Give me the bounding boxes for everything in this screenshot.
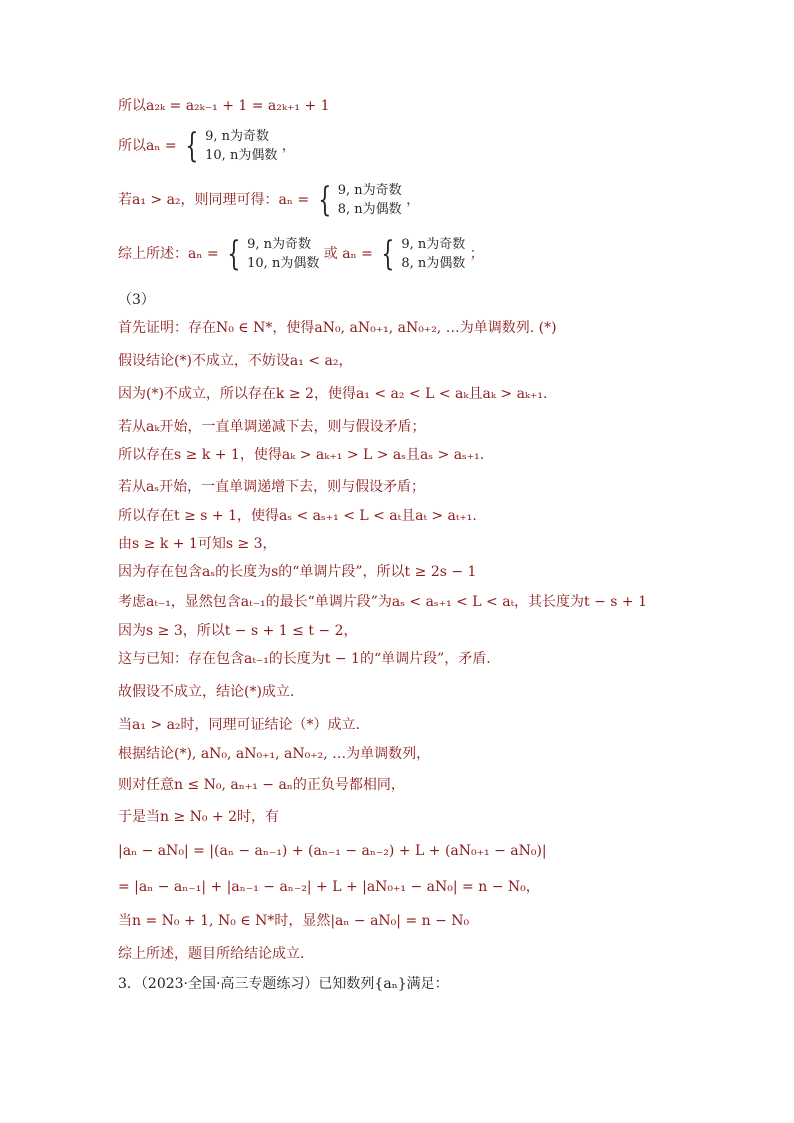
case-even: 8, n为偶数: [337, 202, 402, 217]
case-even: 8, n为偶数: [401, 256, 466, 271]
case-odd: 9, n为奇数: [205, 129, 270, 144]
line-21: 则对任意n ≤ N₀, aₙ₊₁ − aₙ的正负号都相同，: [118, 777, 405, 793]
line-13: 由s ≥ k + 1可知s ≥ 3，: [118, 536, 277, 552]
line-4-mid: 或 aₙ =: [323, 246, 373, 262]
line-19: 当a₁ > a₂时，同理可证结论（*）成立.: [118, 717, 360, 733]
line-2-prefix: 所以aₙ =: [118, 138, 177, 154]
line-4-suffix: ；: [469, 246, 484, 262]
line-4-prefix: 综上所述：aₙ =: [118, 246, 219, 262]
section-label: （3）: [118, 292, 155, 308]
line-17: 这与已知：存在包含aₜ₋₁的长度为t − 1的“单调片段”，矛盾.: [118, 651, 491, 667]
case-even: 10, n为偶数: [247, 256, 320, 271]
piecewise-cases: [205, 127, 277, 165]
line-6: 首先证明：存在N₀ ∈ N*，使得aN₀, aN₀₊₁, aN₀₊₂, …为单调数列. (*): [118, 320, 557, 336]
line-26: 综上所述，题目所给结论成立.: [118, 946, 305, 962]
line-2: [118, 126, 296, 166]
line-15: 考虑aₜ₋₁，显然包含aₜ₋₁的最长“单调片段”为aₛ < aₛ₊₁ < L < aₜ，其长度为t − s + 1: [118, 594, 648, 610]
line-11: 若从aₛ开始，一直单调递增下去，则与假设矛盾；: [118, 479, 426, 495]
line-24: = |aₙ − aₙ₋₁| + |aₙ₋₁ − aₙ₋₂| + L + |aN₀₊₁ − aN₀| = n − N₀，: [118, 879, 540, 895]
question-3-header: 3．（2023·全国·高三专题练习）已知数列{aₙ}满足：: [118, 976, 449, 992]
line-3: [118, 180, 420, 220]
left-brace-icon: {: [381, 234, 395, 274]
line-7: 假设结论(*)不成立，不妨设a₁ < a₂，: [118, 353, 353, 369]
line-1: 所以a₂ₖ = a₂ₖ₋₁ + 1 = a₂ₖ₊₁ + 1: [118, 98, 330, 114]
case-even: 10, n为偶数: [205, 148, 278, 163]
line-10: 所以存在s ≥ k + 1，使得aₖ > aₖ₊₁ > L > aₛ且aₛ > aₛ₊₁.: [118, 447, 485, 463]
line-16: 因为s ≥ 3，所以t − s + 1 ≤ t − 2，: [118, 623, 358, 639]
line-12: 所以存在t ≥ s + 1，使得aₛ < aₛ₊₁ < L < aₜ且aₜ > aₜ₊₁.: [118, 508, 477, 524]
piecewise-cases: [247, 235, 319, 273]
line-3-prefix: 若a₁ > a₂，则同理可得：aₙ =: [118, 192, 310, 208]
line-22: 于是当n ≥ N₀ + 2时，有: [118, 809, 280, 825]
piecewise-cases: [401, 235, 465, 273]
line-4: [118, 234, 484, 274]
line-14: 因为存在包含aₛ的长度为s的“单调片段”，所以t ≥ 2s − 1: [118, 564, 477, 580]
left-brace-icon: {: [317, 180, 331, 220]
line-18: 故假设不成立，结论(*)成立.: [118, 684, 295, 700]
line-9: 若从aₖ开始，一直单调递减下去，则与假设矛盾；: [118, 419, 426, 435]
line-3-suffix: ，: [406, 192, 421, 208]
line-20: 根据结论(*), aN₀, aN₀₊₁, aN₀₊₂, …为单调数列，: [118, 746, 431, 762]
line-25: 当n = N₀ + 1, N₀ ∈ N*时，显然|aₙ − aN₀| = n − N₀: [118, 913, 470, 929]
line-2-suffix: ，: [281, 138, 296, 154]
case-odd: 9, n为奇数: [337, 183, 402, 198]
case-odd: 9, n为奇数: [247, 237, 312, 252]
left-brace-icon: {: [185, 126, 199, 166]
left-brace-icon: {: [227, 234, 241, 274]
case-odd: 9, n为奇数: [401, 237, 466, 252]
piecewise-cases: [338, 181, 402, 219]
line-23: |aₙ − aN₀| = |(aₙ − aₙ₋₁) + (aₙ₋₁ − aₙ₋₂) + L + (aN₀₊₁ − aN₀)|: [118, 843, 547, 859]
line-8: 因为(*)不成立，所以存在k ≥ 2，使得a₁ < a₂ < L < aₖ且aₖ > aₖ₊₁.: [118, 386, 548, 402]
